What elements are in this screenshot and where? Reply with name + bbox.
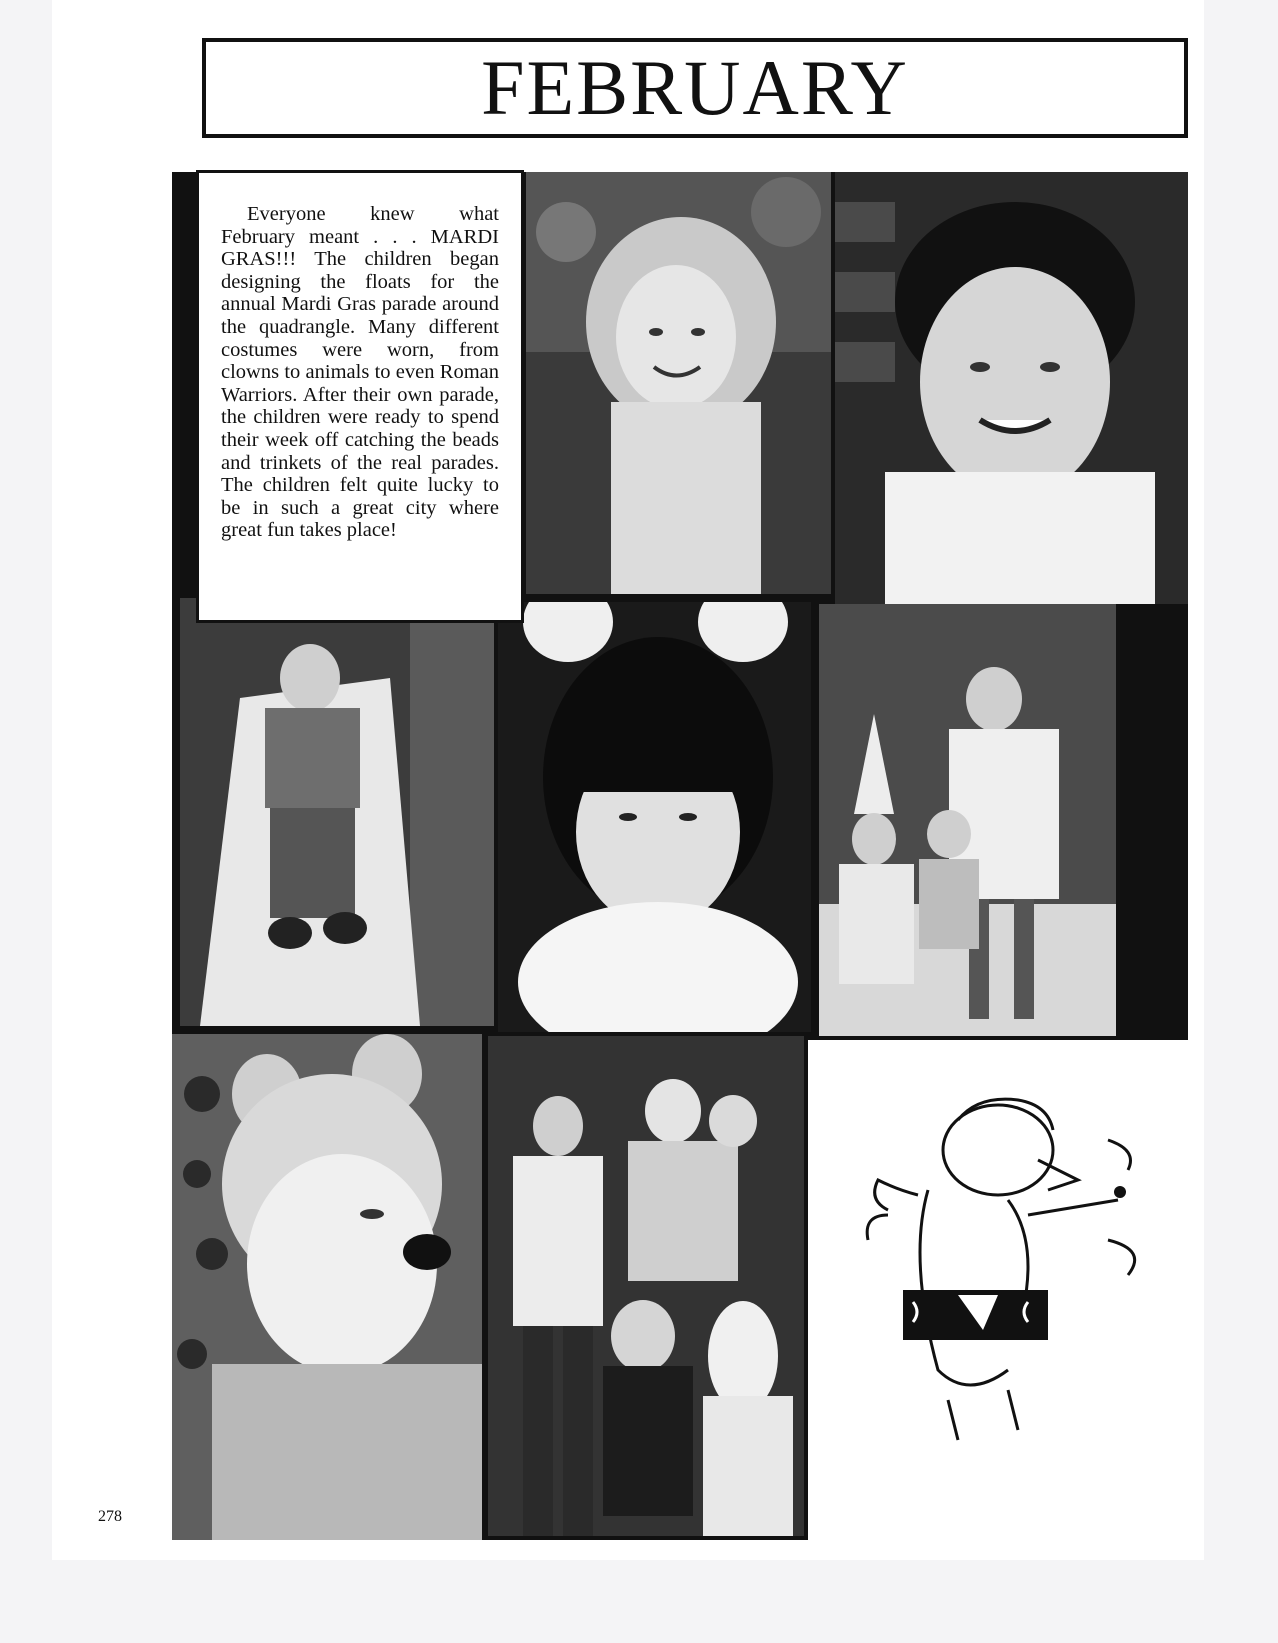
photo-parade-costumes — [819, 604, 1116, 1036]
photo-woman-mouse-nose — [172, 1034, 482, 1540]
page-number: 278 — [98, 1508, 122, 1525]
photo-boy-on-slide — [180, 598, 494, 1026]
photo-child-mouse-ears — [498, 602, 811, 1032]
page-title: FEBRUARY — [481, 44, 909, 131]
photo-children-crowd — [488, 1036, 804, 1536]
photo-boy-smiling — [835, 172, 1188, 604]
title-banner — [202, 38, 1188, 138]
intro-paragraph: Everyone knew what February meant . . . MARDI GRAS!!! The children began designing the floats for the annual Mardi Gras parade around the quadrangle. Many different costumes were worn, from clowns to animals to even Roman Warriors. After their own parade, the children were ready to spend their week off catching the beads and trinkets of the real parades. The children felt quite lucky to be in such a great city where great fun takes place! — [221, 203, 499, 542]
intro-text-box — [196, 170, 524, 623]
photo-girl-fur-hood — [526, 172, 831, 594]
cupid-illustration — [808, 1040, 1188, 1540]
